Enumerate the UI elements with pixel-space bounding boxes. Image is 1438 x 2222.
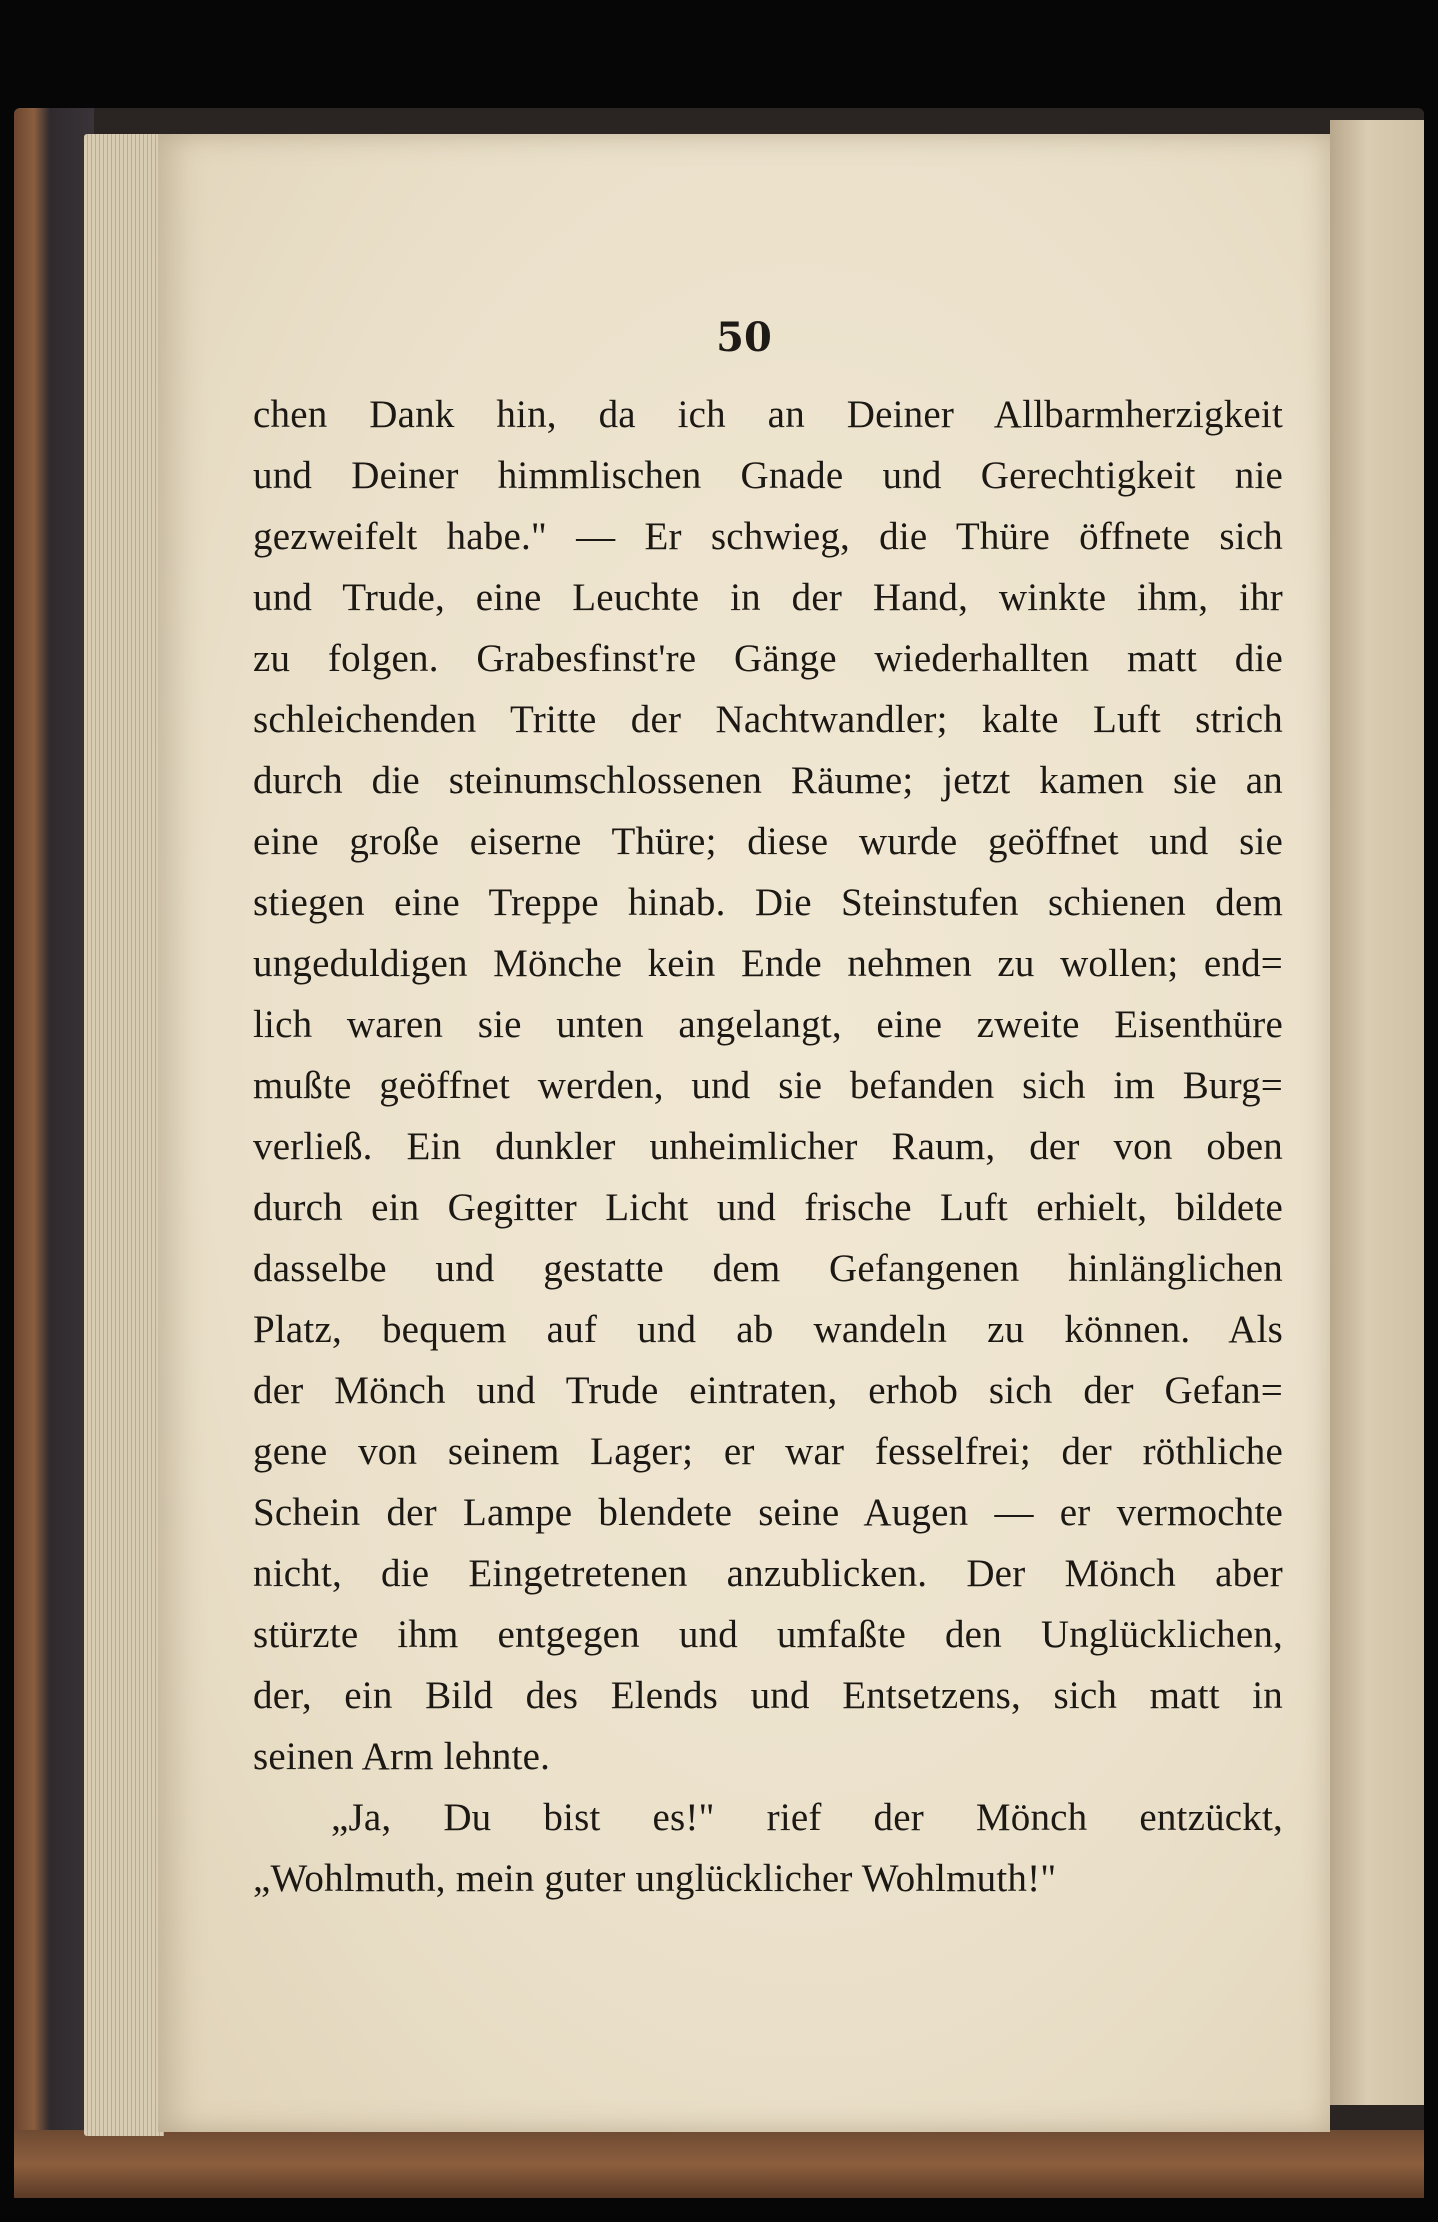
- page-stack-edges: [84, 134, 164, 2136]
- text-line: dasselbe und gestatte dem Gefangenen hinlänglichen: [253, 1247, 1283, 1290]
- text-line: chen Dank hin, da ich an Deiner Allbarmherzigkeit: [253, 393, 1283, 436]
- book-cover-bottom-edge: [14, 2130, 1424, 2198]
- facing-page-edge: [1330, 120, 1424, 2105]
- text-line: und Deiner himmlischen Gnade und Gerechtigkeit nie: [253, 454, 1283, 497]
- text-line: „Ja, Du bist es!" rief der Mönch entzückt,: [331, 1796, 1283, 1839]
- page-header: [158, 134, 1330, 361]
- text-line: lich waren sie unten angelangt, eine zweite Eisenthüre: [253, 1003, 1283, 1046]
- text-line: verließ. Ein dunkler unheimlicher Raum, der von oben: [253, 1125, 1283, 1168]
- book-spine-edge: [14, 108, 94, 2198]
- text-line: durch ein Gegitter Licht und frische Luft erhielt, bildete: [253, 1186, 1283, 1229]
- body-text: [253, 384, 1283, 1909]
- text-line: Schein der Lampe blendete seine Augen — er vermochte: [253, 1491, 1283, 1534]
- text-line: durch die steinumschlossenen Räume; jetzt kamen sie an: [253, 759, 1283, 802]
- text-line: nicht, die Eingetretenen anzublicken. Der Mönch aber: [253, 1552, 1283, 1595]
- text-line: „Wohlmuth, mein guter unglücklicher Wohlmuth!": [253, 1857, 1057, 1900]
- text-line: gezweifelt habe." — Er schwieg, die Thüre öffnete sich: [253, 515, 1283, 558]
- text-line: der, ein Bild des Elends und Entsetzens, sich matt in: [253, 1674, 1283, 1717]
- text-line: mußte geöffnet werden, und sie befanden sich im Burg=: [253, 1064, 1283, 1107]
- text-line: stürzte ihm entgegen und umfaßte den Unglücklichen,: [253, 1613, 1283, 1656]
- text-line: zu folgen. Grabesfinst're Gänge wiederhallten matt die: [253, 637, 1283, 680]
- text-line: schleichenden Tritte der Nachtwandler; kalte Luft strich: [253, 698, 1283, 741]
- text-line: Platz, bequem auf und ab wandeln zu können. Als: [253, 1308, 1283, 1351]
- text-line: der Mönch und Trude eintraten, erhob sich der Gefan=: [253, 1369, 1283, 1412]
- text-line: stiegen eine Treppe hinab. Die Steinstufen schienen dem: [253, 881, 1283, 924]
- text-line: gene von seinem Lager; er war fesselfrei; der röthliche: [253, 1430, 1283, 1473]
- text-line: eine große eiserne Thüre; diese wurde geöffnet und sie: [253, 820, 1283, 863]
- text-line: seinen Arm lehnte.: [253, 1735, 551, 1778]
- page-number: 50: [716, 314, 772, 361]
- text-line: ungeduldigen Mönche kein Ende nehmen zu wollen; end=: [253, 942, 1283, 985]
- text-line: und Trude, eine Leuchte in der Hand, winkte ihm, ihr: [253, 576, 1283, 619]
